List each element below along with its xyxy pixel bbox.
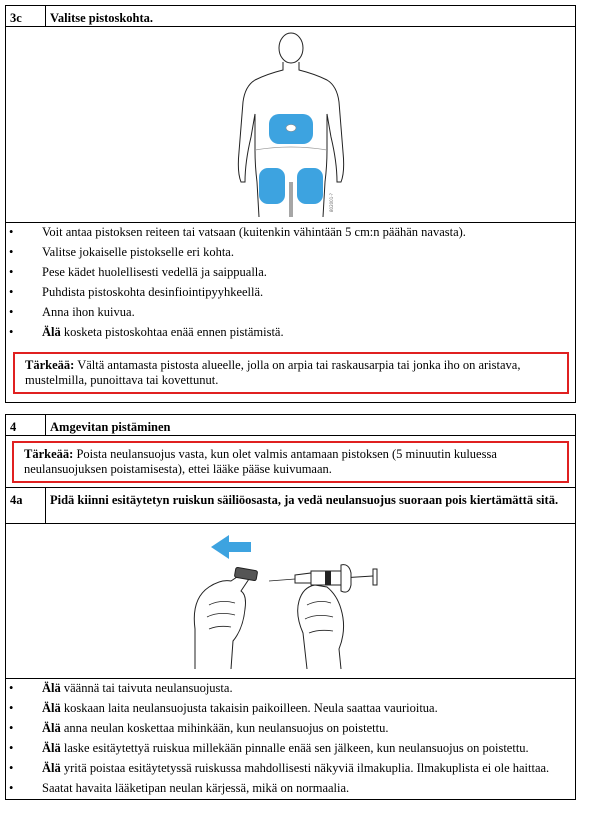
injection-sites-figure [6,27,575,223]
list-item: • Voit antaa pistoksen reiteen tai vatsaan (kuitenkin vähintään 5 cm:n päähän navasta). [6,225,575,240]
step-3c-header [6,6,575,27]
list-item: • Puhdista pistoskohta desinfiointipyyhkeellä. [6,285,575,300]
left-thigh-site-highlight [259,168,285,204]
right-thigh-site-highlight [297,168,323,204]
important-note [12,441,569,483]
step-4-important-row [6,436,575,488]
step-title: Valitse pistoskohta. [50,11,154,25]
body-silhouette-illustration [231,32,351,217]
step-4-table [5,414,576,800]
arrow-left-icon [211,535,251,559]
step-4-header [6,415,575,436]
step-title: Pidä kiinni esitäytetyn ruiskun säiliöosasta, ja vedä neulansuojus suoraan pois kiertämättä sitä. [50,493,559,507]
important-note [13,352,569,394]
figure-code: 802001-? [328,193,334,212]
important-text: Vältä antamasta pistosta alueelle, jolla on arpia tai raskausarpia tai jonka iho on aristava, mustelmilla, punoittava tai kovettunut. [25,358,521,387]
important-text: Poista neulansuojus vasta, kun olet valmis antamaan pistoksen (5 minuutin kuluessa neulansuojuksen poistamisesta), ettei lääke pääse kuivumaan. [24,447,497,476]
instruction-list [6,681,575,796]
list-item: • Älä koskaan laita neulansuojusta takaisin paikoilleen. Neula saattaa vaurioitua. [6,701,575,716]
list-item: • Saatat havaita lääketipan neulan kärjessä, mikä on normaalia. [6,781,575,796]
needle-cap-figure [6,524,575,679]
list-item: • Älä laske esitäytettyä ruiskua millekään pinnalle enää sen jälkeen, kun neulansuojus on poistettu. [6,741,575,756]
step-3c-table [5,5,576,403]
list-item: • Älä kosketa pistoskohtaa enää ennen pistämistä. [6,325,575,340]
step-title: Amgevitan pistäminen [50,420,171,434]
list-item: • Älä väännä tai taivuta neulansuojusta. [6,681,575,696]
step-4a-instructions [6,679,575,799]
list-item: • Älä yritä poistaa esitäytetyssä ruiskussa mahdollisesti näkyviä ilmakuplia. Ilmakuplista ei ole haittaa. [6,761,575,776]
instruction-list [6,225,575,340]
step-3c-instructions [6,223,575,394]
important-label: Tärkeää: [24,447,74,461]
list-item: • Älä anna neulan koskettaa mihinkään, kun neulansuojus on poistettu. [6,721,575,736]
list-item: • Pese kädet huolellisesti vedellä ja saippualla. [6,265,575,280]
remove-needle-cap-illustration [191,529,391,674]
list-item: • Anna ihon kuivua. [6,305,575,320]
step-4a-header [6,488,575,524]
step-number: 4 [6,415,46,435]
list-item: • Valitse jokaiselle pistokselle eri kohta. [6,245,575,260]
step-number: 3c [6,6,46,26]
step-number: 4a [6,488,46,523]
important-label: Tärkeää: [25,358,75,372]
